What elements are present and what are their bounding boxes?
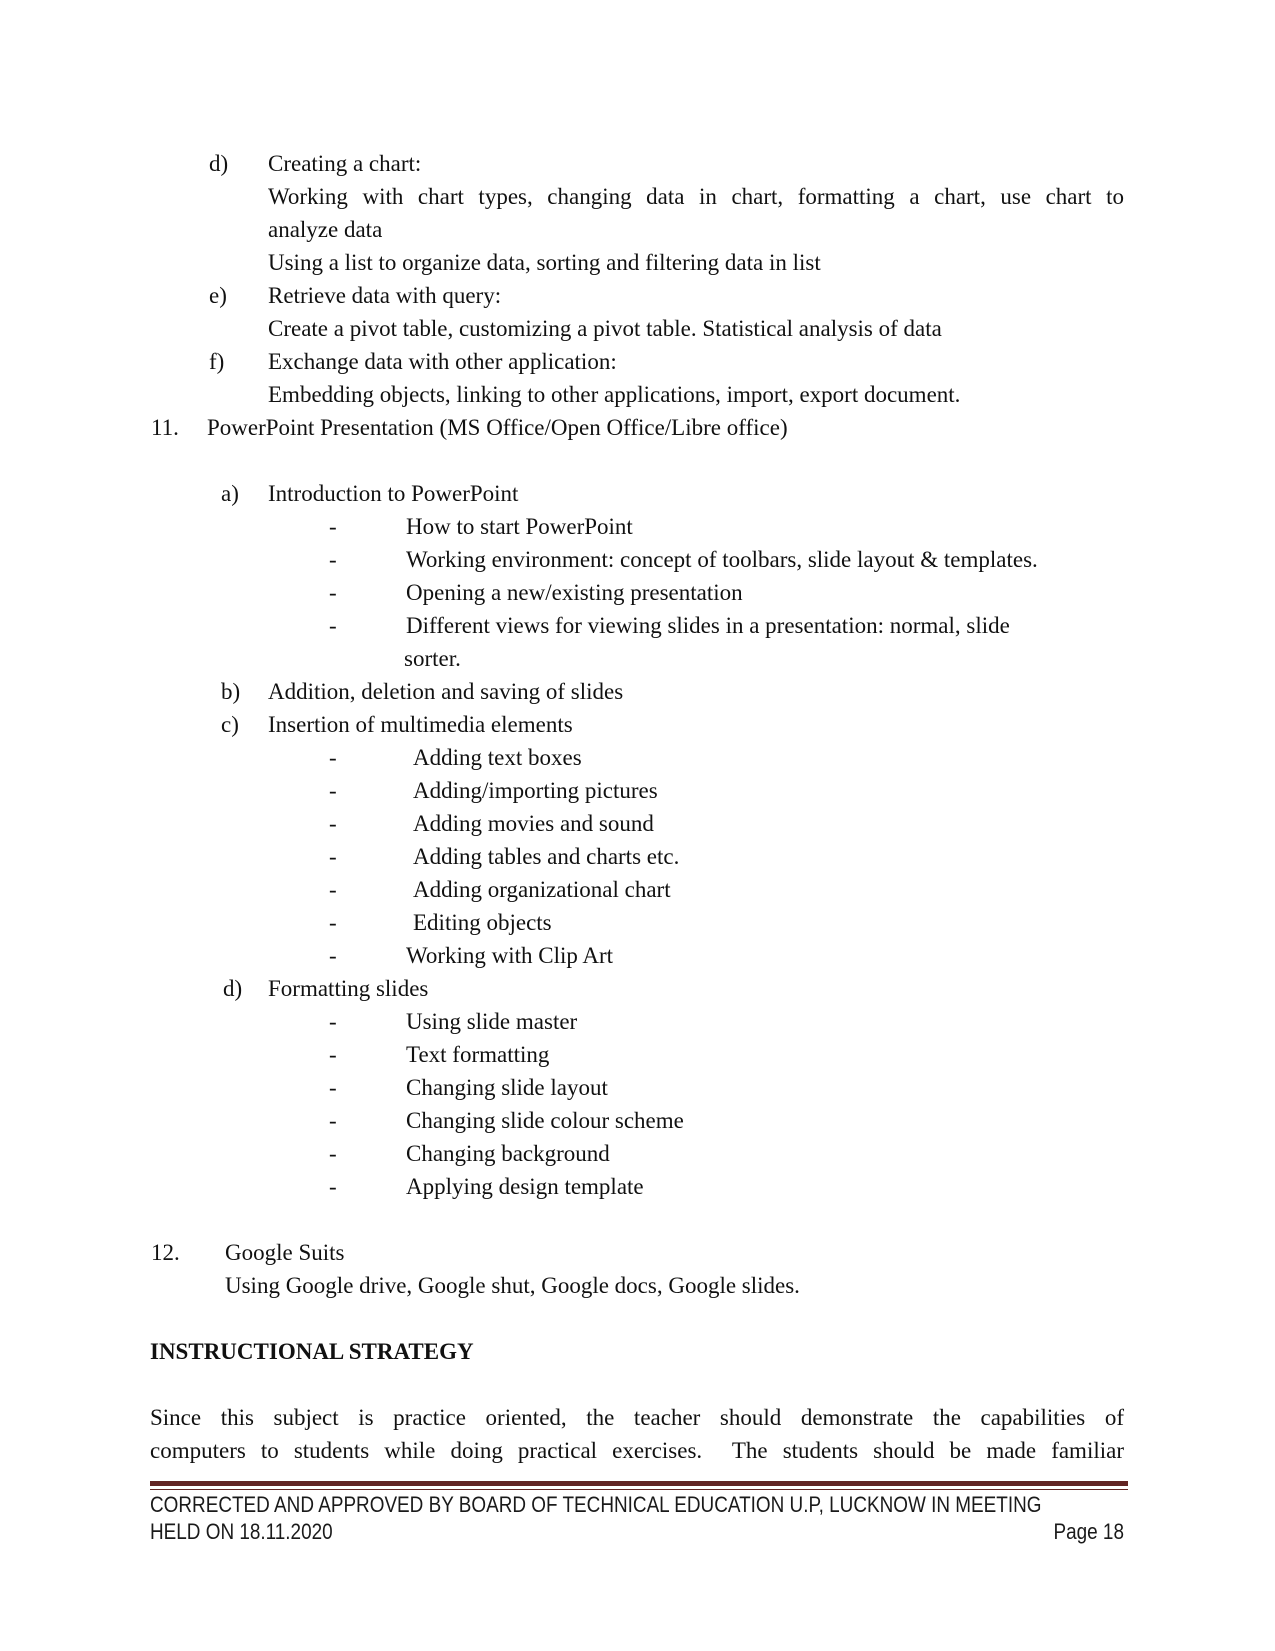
footer-rule-thin [150,1489,1128,1490]
item-text-line: Using a list to organize data, sorting and filtering data in list [268,250,821,275]
bullet-item: Working with Clip Art [406,943,614,968]
bullet-dash: - [329,1042,337,1067]
bullet-dash: - [329,1108,337,1133]
item-text-line: Create a pivot table, customizing a pivot table. Statistical analysis of data [268,316,942,341]
bullet-item: Adding organizational chart [413,877,671,902]
paragraph-line: Since this subject is practice oriented, the teacher should demonstrate the capabilities of [150,1405,1124,1430]
bullet-item: Text formatting [406,1042,550,1067]
bullet-item: Changing background [406,1141,610,1166]
bullet-item: Changing slide colour scheme [406,1108,684,1133]
bullet-dash: - [329,580,337,605]
bullet-dash: - [329,1141,337,1166]
bullet-dash: - [329,1075,337,1100]
bullet-dash: - [329,514,337,539]
bullet-item: Using slide master [406,1009,578,1034]
section-number-11: 11. [151,415,179,440]
bullet-item: Applying design template [406,1174,644,1199]
subsection-marker-a: a) [221,481,239,506]
item-text-line: Embedding objects, linking to other applications, import, export document. [268,382,961,407]
item-marker-f: f) [209,349,225,374]
subsection-title-intro-powerpoint: Introduction to PowerPoint [268,481,519,506]
bullet-dash: - [329,811,337,836]
bullet-item: Working environment: concept of toolbars, slide layout & templates. [406,547,1038,572]
subsection-marker-c: c) [221,712,239,737]
bullet-dash: - [329,844,337,869]
bullet-dash: - [329,910,337,935]
bullet-dash: - [329,877,337,902]
item-marker-d: d) [209,151,229,176]
item-title-retrieve-data: Retrieve data with query: [268,283,502,308]
subsection-marker-b: b) [221,679,241,704]
bullet-item: Adding text boxes [413,745,582,770]
bullet-dash: - [329,745,337,770]
bullet-item: How to start PowerPoint [406,514,633,539]
footer-rule-thick [150,1481,1128,1486]
footer-date-line: HELD ON 18.11.2020 [150,1519,333,1544]
subsection-title-formatting: Formatting slides [268,976,429,1001]
bullet-dash: - [329,613,337,638]
bullet-dash: - [329,547,337,572]
heading-instructional-strategy: INSTRUCTIONAL STRATEGY [150,1339,474,1364]
item-title-exchange-data: Exchange data with other application: [268,349,617,374]
bullet-item: Different views for viewing slides in a presentation: normal, slide [406,613,1010,638]
bullet-item-continuation: sorter. [404,646,461,671]
bullet-dash: - [329,1174,337,1199]
item-title-creating-chart: Creating a chart: [268,151,422,176]
page-number: Page 18 [1053,1519,1124,1544]
bullet-dash: - [329,943,337,968]
item-marker-e: e) [209,283,227,308]
bullet-item: Editing objects [413,910,552,935]
item-text-line: analyze data [268,217,383,242]
footer-approval-line: CORRECTED AND APPROVED BY BOARD OF TECHNICAL EDUCATION U.P, LUCKNOW IN MEETING [150,1492,1042,1517]
subsection-marker-d: d) [223,976,243,1001]
paragraph-line: computers to students while doing practical exercises. The students should be made familiar [150,1438,1124,1463]
subsection-title-multimedia: Insertion of multimedia elements [268,712,573,737]
section-number-12: 12. [151,1240,180,1265]
bullet-item: Adding movies and sound [413,811,654,836]
section-title-powerpoint: PowerPoint Presentation (MS Office/Open Office/Libre office) [207,415,788,440]
section-body-google-suits: Using Google drive, Google shut, Google docs, Google slides. [225,1273,800,1298]
item-text-line: Working with chart types, changing data in chart, formatting a chart, use chart to [268,184,1124,209]
bullet-dash: - [329,778,337,803]
bullet-item: Changing slide layout [406,1075,608,1100]
bullet-item: Opening a new/existing presentation [406,580,743,605]
bullet-item: Adding tables and charts etc. [413,844,680,869]
bullet-item: Adding/importing pictures [413,778,658,803]
section-title-google-suits: Google Suits [225,1240,345,1265]
subsection-title-slides: Addition, deletion and saving of slides [268,679,624,704]
bullet-dash: - [329,1009,337,1034]
